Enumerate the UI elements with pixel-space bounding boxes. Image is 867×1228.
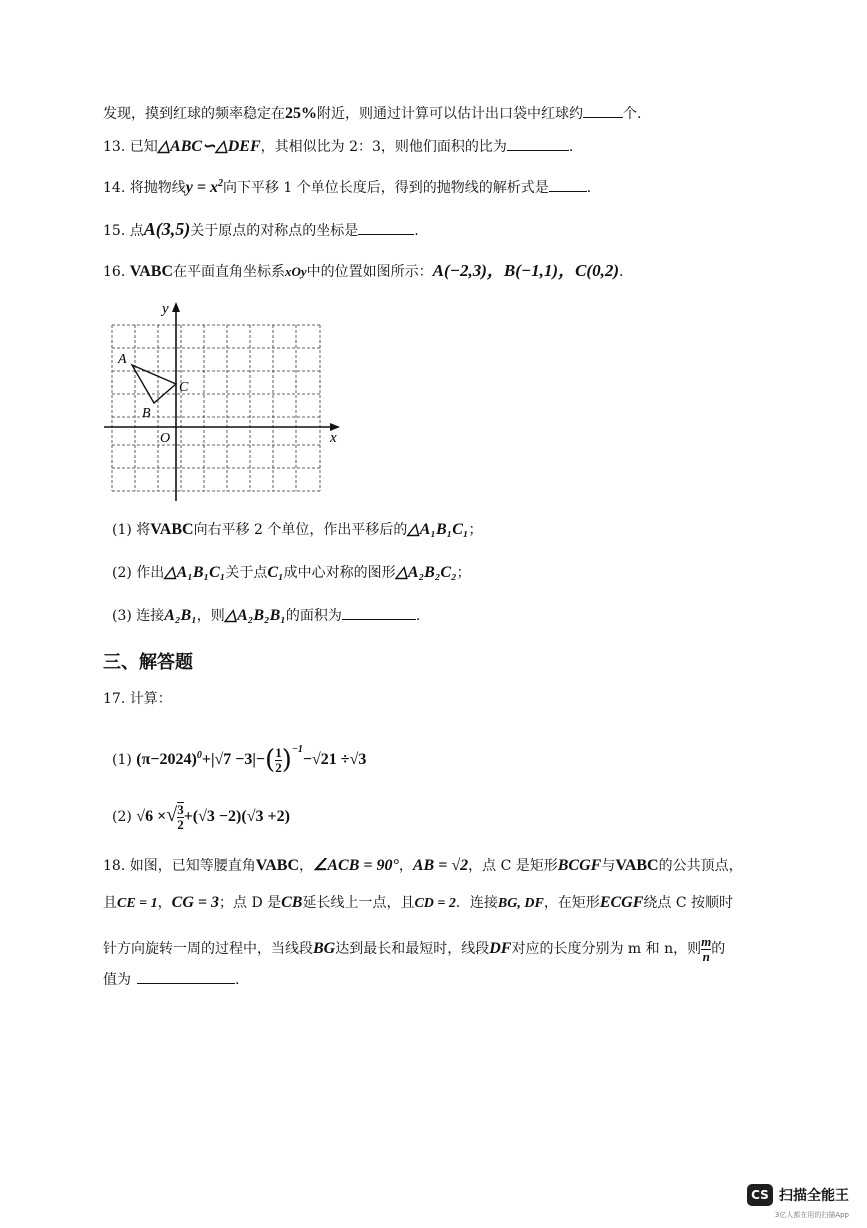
q16-sub2-number: (2) — [112, 565, 132, 581]
cs-logo-icon: CS — [747, 1184, 773, 1206]
q18-l2-text4: ．连接 — [455, 895, 498, 911]
q16-sub3-number: (3) — [112, 608, 132, 624]
q18-l3-text2: 达到最长和最短时，线段 — [335, 941, 490, 957]
q17-sub1-number: (1) — [112, 752, 132, 768]
q18-angle: ∠ACB = 90° — [313, 857, 399, 874]
q15-line — [103, 219, 419, 241]
y-axis-arrow — [172, 302, 180, 312]
q18-tri2: VABC — [615, 857, 659, 874]
label-a: A — [118, 352, 127, 367]
q18-frac-den: n — [702, 948, 710, 964]
q13-line — [103, 137, 573, 157]
q12-text: 发现，摸到红球的频率稳定在 — [103, 106, 285, 122]
q18-line3 — [103, 932, 725, 966]
q16-sub3 — [112, 606, 420, 626]
q17-sub1 — [112, 733, 366, 777]
q17-sub1-expr-c: −√21 ÷√3 — [302, 751, 367, 768]
q16-sub1-text: 将 — [136, 522, 151, 538]
q18-l2-text2: ；点 D 是 — [219, 895, 282, 911]
q12-text-after: 附近，则通过计算可以估计出口袋中红球约 — [317, 106, 583, 122]
q16-coordinate-figure — [100, 296, 350, 506]
q16-text2: 中的位置如图所示： — [306, 264, 433, 280]
q18-l2-comma: ， — [157, 895, 172, 911]
q17-sub2-expr-b: +(√3 −2)(√3 +2) — [183, 808, 290, 825]
q16-sub1 — [112, 520, 482, 540]
q18-cg: CG = 3 — [171, 894, 219, 911]
q17-sub1-rparen: ) — [281, 745, 292, 775]
q13-similarity: △ABC∽△DEF — [157, 138, 261, 155]
q17-sub1-expr-a: (π−2024) — [136, 751, 197, 768]
q18-end: . — [235, 972, 240, 988]
q16-sub2-text2: 关于点 — [225, 565, 268, 581]
label-c: C — [179, 380, 189, 395]
q16-sub1-triangle: VABC — [150, 521, 194, 538]
q18-cd: CD = 2 — [414, 896, 456, 911]
q18-l2-text5: ，在矩形 — [543, 895, 600, 911]
q18-comma2: ， — [398, 858, 413, 874]
q16-sub3-answer-blank[interactable] — [342, 607, 416, 620]
q14-line — [103, 174, 591, 198]
q17-sub1-exp0: 0 — [196, 750, 202, 761]
q15-text2: 关于原点的对称点的坐标是 — [190, 223, 359, 239]
q16-sub2-text: 作出 — [136, 565, 165, 581]
q16-sub2-text3: 成中心对称的图形 — [283, 565, 396, 581]
q12-percent: 25% — [285, 105, 317, 122]
q16-sub2 — [112, 563, 471, 583]
q17-sub2-number: (2) — [112, 809, 132, 825]
q17-sub2-frac-num: 3 — [177, 802, 184, 817]
q16-sub1-number: (1) — [112, 522, 132, 538]
q17-sub2-expr-a: √6 × — [136, 808, 167, 825]
q14-number: 14. — [103, 180, 126, 196]
q18-tri: VABC — [255, 857, 299, 874]
q16-sub2-end: ； — [456, 565, 471, 581]
q16-sub1-result: △A₁B₁C₁ — [407, 521, 469, 538]
q16-sub2-result: △A₂B₂C₂ — [395, 564, 457, 581]
q18-l2-text3: 延长线上一点，且 — [302, 895, 415, 911]
q18-answer-blank[interactable] — [137, 971, 235, 984]
q18-line2 — [103, 893, 733, 914]
q18-l2-text: 且 — [103, 895, 117, 911]
q14-answer-blank[interactable] — [549, 179, 587, 192]
q18-ecgf: ECGF — [599, 894, 644, 911]
q18-line4 — [103, 970, 239, 990]
q18-df: DF — [489, 940, 512, 957]
q16-system: xOy — [285, 264, 307, 279]
q16-sub3-end: . — [415, 608, 421, 624]
q15-text: 点 — [129, 223, 144, 239]
label-o: O — [160, 431, 171, 446]
q18-bg-df: BG, DF — [497, 896, 544, 911]
q16-sub1-end: ； — [468, 522, 483, 538]
q18-line1 — [103, 856, 743, 876]
q18-text: 18. 如图，已知等腰直角 — [103, 858, 256, 874]
q18-cb: CB — [281, 894, 303, 911]
q14-equation: y = x — [185, 179, 218, 196]
q18-ab: AB = √2 — [412, 857, 469, 874]
q16-line — [103, 261, 623, 282]
q18-text3: 与 — [601, 858, 616, 874]
q18-l3-text: 针方向旋转一周的过程中，当线段 — [103, 941, 313, 957]
q13-end: . — [568, 139, 574, 155]
q17-number: 17. — [103, 691, 126, 707]
q16-number: 16. — [103, 264, 126, 280]
q18-l2-text6: 绕点 C 按顺时 — [643, 895, 734, 911]
q12-line — [103, 104, 641, 124]
q14-exponent: 2 — [217, 178, 223, 189]
q17-sub1-frac-num: 1 — [275, 744, 282, 760]
q16-end: . — [619, 264, 624, 280]
q13-text2: ，其相似比为 2：3，则他们面积的比为 — [260, 139, 507, 155]
q17-sub1-frac-den: 2 — [275, 759, 282, 775]
q18-bg: BG — [313, 940, 336, 957]
q17-sub1-lparen: ( — [265, 745, 276, 775]
q15-answer-blank[interactable] — [358, 222, 414, 235]
q17-sub2-frac-den: 2 — [177, 817, 184, 832]
q18-fraction — [701, 935, 711, 964]
q17-sub2-sqrt-sign: √ — [166, 804, 178, 826]
q16-sub3-triangle: △A₂B₂B₁ — [224, 607, 286, 624]
label-b: B — [142, 406, 151, 421]
q15-number: 15. — [103, 223, 126, 239]
q16-sub1-text2: 向右平移 2 个单位，作出平移后的 — [193, 522, 408, 538]
q16-sub3-text2: ，则 — [196, 608, 225, 624]
q16-sub2-point: C₁ — [267, 564, 284, 581]
label-y: y — [162, 301, 169, 317]
q17-sub2 — [112, 798, 290, 834]
q18-ce: CE = 1 — [117, 896, 158, 911]
q18-comma: ， — [299, 858, 313, 874]
q13-text: 已知 — [129, 139, 158, 155]
q16-sub2-triangle: △A₁B₁C₁ — [164, 564, 226, 581]
q14-text: 将抛物线 — [129, 180, 186, 196]
q14-text2: 向下平移 1 个单位长度后，得到的抛物线的解析式是 — [222, 180, 549, 196]
label-x: x — [330, 430, 337, 446]
q18-l4-text: 值为 — [103, 972, 131, 988]
q12-end: 个. — [623, 106, 642, 122]
q15-point: A(3,5) — [143, 219, 191, 239]
q18-text2: ，点 C 是矩形 — [468, 858, 558, 874]
q16-sub3-text3: 的面积为 — [285, 608, 342, 624]
q13-number: 13. — [103, 139, 126, 155]
q12-answer-blank[interactable] — [583, 105, 623, 118]
q18-text4: 的公共顶点， — [658, 858, 743, 874]
q15-end: . — [414, 223, 419, 239]
q18-frac-num: m — [701, 933, 712, 949]
q17-sub1-expr-b: +|√7 −3|− — [201, 751, 266, 768]
q16-points: A(−2,3)，B(−1,1)，C(0,2) — [432, 261, 620, 280]
q18-l3-text3: 对应的长度分别为 m 和 n，则 — [511, 941, 702, 957]
logo-name: 扫描全能王 — [779, 1188, 849, 1204]
q17-sub1-exp: −1 — [291, 744, 303, 755]
q14-end: . — [586, 180, 592, 196]
q18-l3-text4: 的 — [711, 941, 726, 957]
q17-title-line — [103, 689, 172, 709]
q13-answer-blank[interactable] — [507, 138, 569, 151]
q16-triangle: VABC — [129, 263, 173, 280]
section-heading: 三、解答题 — [103, 652, 193, 673]
q16-sub3-segment: A₂B₁ — [164, 607, 197, 624]
q17-title: 计算： — [129, 691, 172, 707]
q16-sub3-text: 连接 — [136, 608, 165, 624]
logo-tagline: 3亿人都在用的扫描App — [774, 1211, 849, 1219]
q16-text: 在平面直角坐标系 — [173, 264, 285, 280]
scanner-logo — [747, 1184, 849, 1206]
q18-rect: BCGF — [557, 857, 602, 874]
